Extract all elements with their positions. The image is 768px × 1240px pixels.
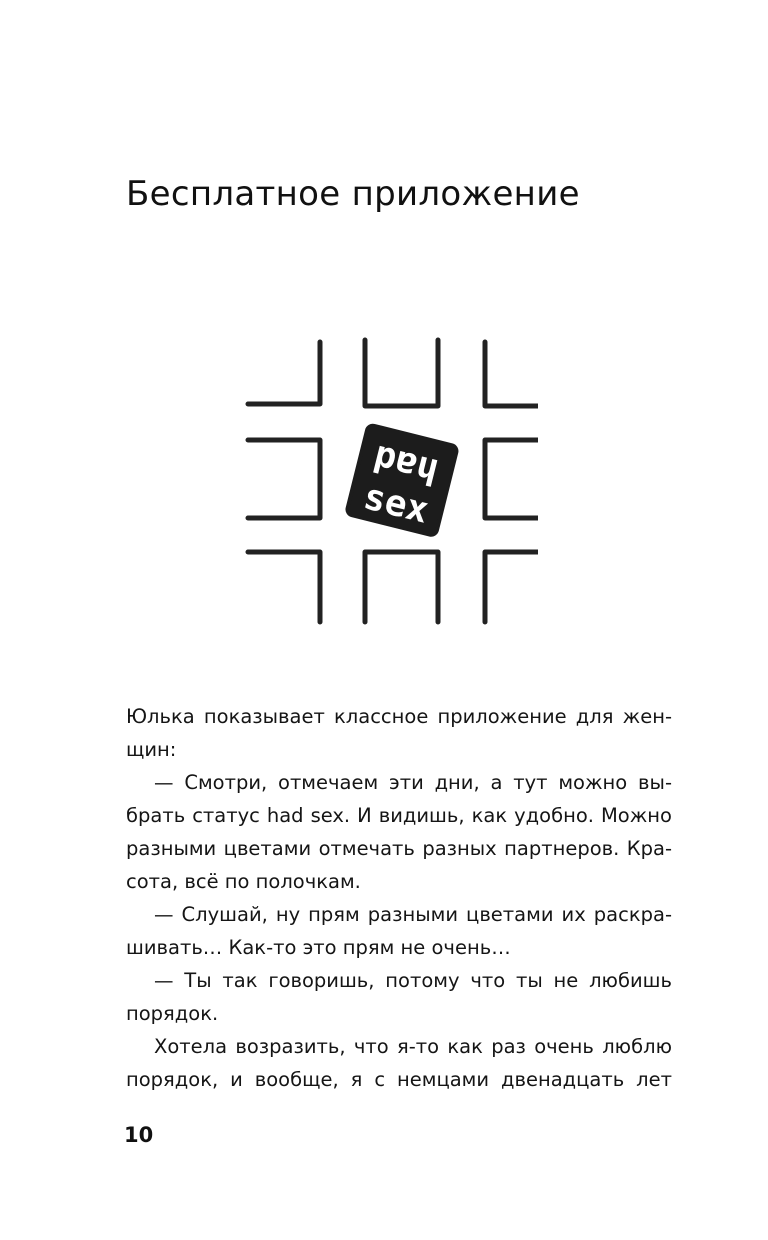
cell-bottom-right: [485, 552, 538, 622]
cell-bottom-middle: [365, 552, 438, 622]
calendar-grid-icon: [238, 330, 538, 630]
stamp-line-2: sex: [359, 476, 433, 532]
cell-top-middle: [365, 340, 438, 406]
cell-top-left: [248, 342, 320, 404]
cell-top-right: [485, 342, 538, 406]
cell-middle-right: [485, 440, 538, 518]
chapter-title: Бесплатное приложение: [126, 174, 580, 214]
paragraph-5: Хотела возразить, что я-то как раз очень люблю порядок, и вообще, я с немцами двенадцать лет: [126, 1035, 672, 1091]
paragraph-1: Юлька показывает классное приложение для женщин:: [126, 705, 672, 761]
body-text: [126, 700, 672, 1096]
calendar-grid-illustration: [238, 330, 538, 630]
paragraph-3: — Слушай, ну прям разными цветами их раскрашивать… Как-то это прям не очень…: [126, 903, 672, 959]
cell-middle-left: [248, 440, 320, 518]
had-sex-stamp: [346, 424, 458, 536]
paragraph-2: — Смотри, отмечаем эти дни, а тут можно выбрать статус had sex. И видишь, как удобно. Можно разными цветами отмечать разных партнеров. Красота, всё по полочкам.: [126, 771, 672, 893]
page-number: 10: [124, 1123, 154, 1147]
cell-bottom-left: [248, 552, 320, 622]
paragraph-4: — Ты так говоришь, потому что ты не любишь порядок.: [126, 969, 672, 1025]
stamp-line-1: had: [369, 436, 443, 492]
